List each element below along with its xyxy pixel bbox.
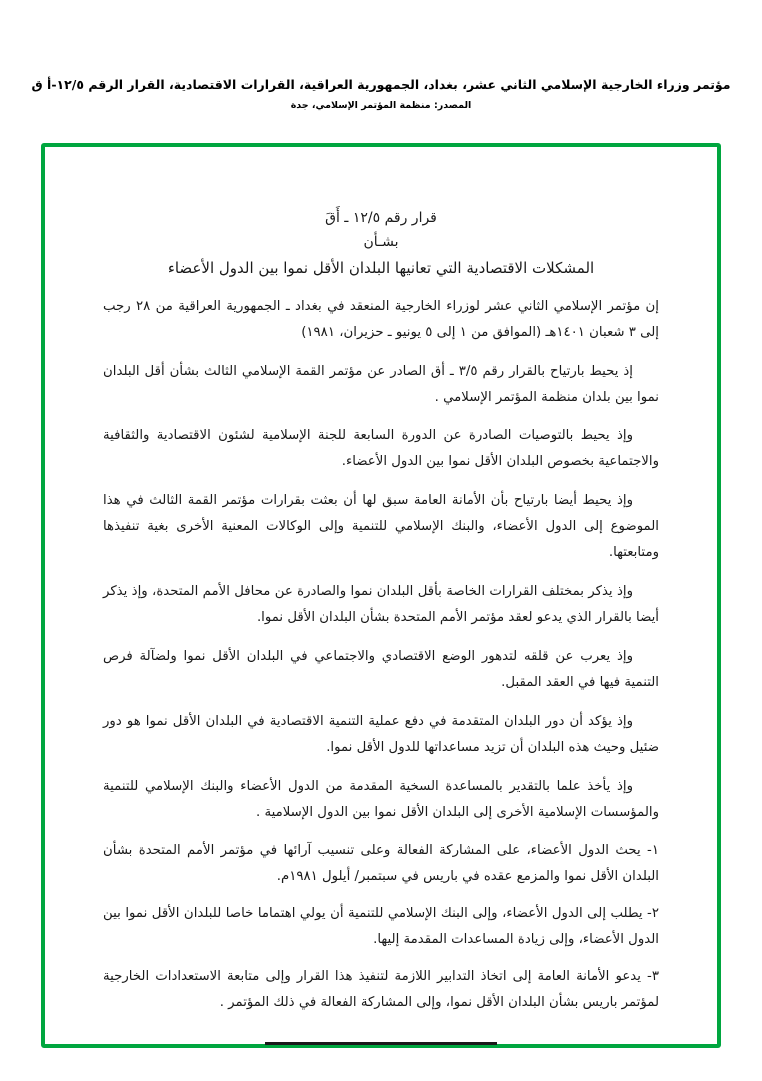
bottom-divider [265, 1042, 497, 1045]
resolution-subject: المشكلات الاقتصادية التي تعانيها البلدان الأقل نموا بين الدول الأعضاء [167, 258, 595, 277]
resolution-number: قرار رقم ١٢/٥ ـ أَقَ [325, 210, 437, 226]
preamble-paragraph-1: إذ يحيط بارتياح بالقرار رقم ٣/٥ ـ أق الصادر عن مؤتمر القمة الإسلامي الثالث بشأن أقل البلدان نموا بين بلدان منظمة المؤتمر الإسلامي . [103, 363, 659, 405]
operative-clause-1: ١- يحث الدول الأعضاء، على المشاركة الفعالة وعلى تنسيب آرائها في مؤتمر الأمم المتحدة بشأن البلدان الأقل نموا والمزمع عقده في باريس في سبتمبر/ أيلول ١٩٨١م. [103, 843, 659, 885]
concerning-label: بشـأن [363, 234, 399, 251]
operative-clauses-list [103, 838, 659, 1016]
operative-clause-2: ٢- يطلب إلى الدول الأعضاء، وإلى البنك الإسلامي للتنمية أن يولي اهتماما خاصا للبلدان الأقل نموا بين الدول الأعضاء، وإلى زيادة المساعدات المقدمة إليها. [103, 906, 659, 948]
preamble-paragraph-6: وإذ يؤكد أن دور البلدان المتقدمة في دفع عملية التنمية الاقتصادية في البلدان الأقل نموا هو دور ضئيل وحيث هذه البلدان أن تزيد مساعداتها للدول الأقل نموا. [103, 713, 659, 755]
header-source: المصدر: منظمة المؤتمر الإسلامي، جدة [290, 99, 472, 111]
page-content [103, 207, 659, 1024]
opening-paragraph: إن مؤتمر الإسلامي الثاني عشر لوزراء الخارجية المنعقد في بغداد ـ الجمهورية العراقية من ٢٨ رجب إلى ٣ شعبان ١٤٠١هـ (الموافق من ١ إلى ٥ يونيو ـ حزيران، ١٩٨١) [103, 298, 659, 340]
preamble-paragraph-5: وإذ يعرب عن قلقه لتدهور الوضع الاقتصادي والاجتماعي في البلدان الأقل نموا ولضآلة فرص التنمية فيها في العقد المقبل. [103, 648, 659, 690]
page-frame [41, 143, 721, 1048]
operative-clause-3: ٣- يدعو الأمانة العامة إلى اتخاذ التدابير اللازمة لتنفيذ هذا القرار وإلى متابعة الاستعدادات الخارجية لمؤتمر باريس بشأن البلدان الأقل نموا، وإلى المشاركة الفعالة في ذلك المؤتمر . [103, 969, 659, 1011]
preamble-paragraph-7: وإذ يأخذ علما بالتقدير بالمساعدة السخية المقدمة من الدول الأعضاء والبنك الإسلامي للتنمية والمؤسسات الإسلامية الأخرى إلى البلدان الأقل نموا بين الدول الإسلامية . [103, 778, 659, 820]
preamble-paragraph-4: وإذ يذكر بمختلف القرارات الخاصة بأقل البلدان نموا والصادرة عن محافل الأمم المتحدة، وإذ يذكر أيضا بالقرار الذي يدعو لعقد مؤتمر الأمم المتحدة بشأن البلدان الأقل نموا. [103, 584, 659, 625]
document-header [0, 76, 762, 113]
preamble-paragraph-3: وإذ يحيط أيضا بارتياح بأن الأمانة العامة سبق لها أن بعثت بقرارات مؤتمر القمة الثالث في هذا الموضوع إلى الدول الأعضاء، والبنك الإسلامي للتنمية وإلى الوكالات المعنية الأخرى بغية تنفيذها ومتابعتها. [103, 493, 659, 561]
preamble-paragraph-2: وإذ يحيط بالتوصيات الصادرة عن الدورة السابعة للجنة الإسلامية لشئون الاقتصادية والثقافية والاجتماعية بخصوص البلدان الأقل نموا بين الدول الأعضاء. [103, 428, 659, 470]
header-title: مؤتمر وزراء الخارجية الإسلامي الثاني عشر، بغداد، الجمهورية العراقية، القرارات الاقتصادية، القرار الرقم ١٢/٥-أ ق [31, 77, 731, 92]
